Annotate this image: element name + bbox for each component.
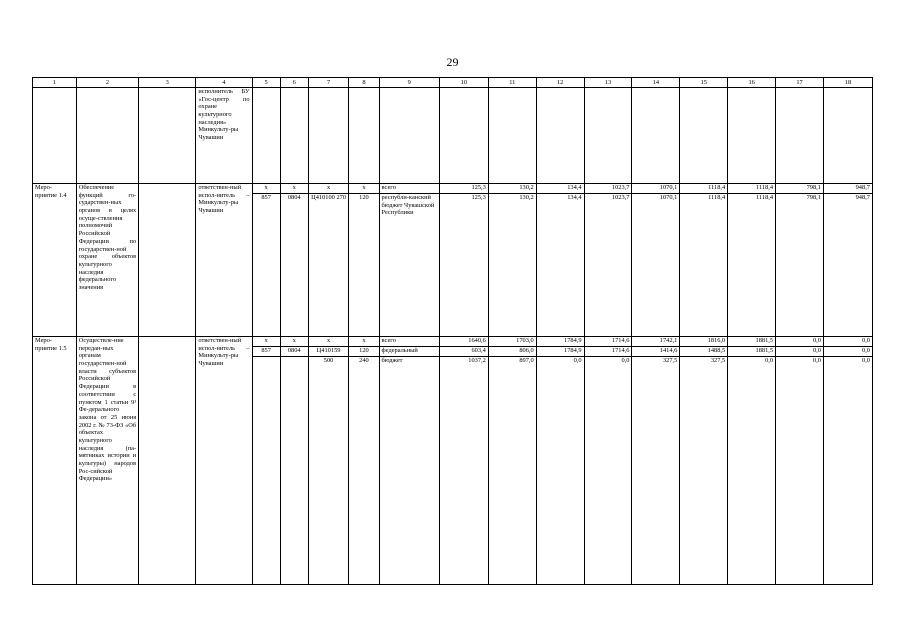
executor-cell: ответствен-ный испол-нитель – Минкульту-ры Чувашии	[196, 184, 252, 337]
value-cell: 798,1	[806, 194, 821, 201]
value-cell: 1118,4	[728, 184, 775, 194]
column-number: 2	[76, 78, 138, 88]
value-cell: 1881,5	[728, 347, 775, 357]
value-cell: 0,0	[765, 357, 774, 364]
value-cell: 1784,9	[537, 337, 584, 347]
value-cell: 0,0	[776, 337, 823, 347]
event-name-cell: Обеспечение функций го-сударствен-ных органов в целях осуще-ствления полномочий Российской Федерации по государствен-ной охране объектов культурного наследия федерального значения	[76, 184, 138, 337]
value-cell: 1070,1	[659, 194, 678, 201]
value-cell: 0,0	[812, 357, 821, 364]
column-number: 3	[139, 78, 196, 88]
value-cell: 0,0	[862, 357, 870, 364]
executor-cell: ответствен-ный испол-нитель – Минкульту-ры Чувашии	[196, 337, 252, 585]
grbs-code: 857	[253, 347, 280, 357]
value-cell: 806,0	[489, 347, 536, 357]
value-cell: 1714,6	[585, 337, 632, 347]
value-cell: 0,0	[573, 357, 582, 364]
value-cell: 1703,0	[489, 337, 536, 347]
value-cell: 1714,6	[585, 347, 632, 357]
value-cell: 134,4	[567, 194, 582, 201]
value-cell: 1816,0	[680, 337, 727, 347]
grbs-code: х	[253, 184, 280, 194]
value-cell: 948,7	[824, 184, 872, 194]
value-cell: 1784,9	[537, 347, 584, 357]
column-number: 6	[280, 78, 308, 88]
value-cell: 125,3	[471, 194, 486, 201]
event-name-cell: Осуществле-ние передан-ных органам государствен-ной власти субъектов Российской Федерации в соответствии с пунктом 1 статьи 9¹ Фе-дерального закона от 25 июня 2002 г. № 73-ФЗ «Об объектах культурного наследия (па-мятниках истории и культуры) народов Рос-сийской Федерации»	[76, 337, 138, 585]
value-cell: 1023,7	[585, 184, 632, 194]
rzpr-code: 0804	[281, 347, 308, 357]
column-number: 13	[584, 78, 632, 88]
column-number: 1	[33, 78, 77, 88]
event-type-cell: Меро-приятие 1.5	[33, 337, 77, 585]
funding-source: бюджет	[381, 357, 403, 364]
value-cell: 0,0	[621, 357, 630, 364]
csr-code: Ц410159	[309, 347, 349, 357]
value-cell: 1742,1	[632, 337, 679, 347]
event-type-cell: Меро-приятие 1.4	[33, 184, 77, 337]
csr-code: Ц410100 270	[311, 194, 347, 201]
value-cell: 1037,2	[468, 357, 486, 364]
table-row	[33, 337, 873, 585]
vr-code: х	[349, 337, 378, 347]
column-number: 5	[252, 78, 280, 88]
executor-cell: исполнитель БУ «Гос-центр по охране культурного наследия» Минкульту-ры Чувашии	[196, 88, 252, 184]
column-number: 8	[349, 78, 379, 88]
table-row	[33, 184, 873, 337]
value-cell: 1881,5	[728, 337, 775, 347]
value-cell: 130,2	[519, 194, 534, 201]
rzpr-code: 0804	[287, 194, 301, 201]
value-cell: 0,0	[776, 347, 823, 357]
column-number: 10	[439, 78, 488, 88]
column-number: 15	[680, 78, 728, 88]
column-numbers-row	[33, 78, 873, 88]
vr-code: х	[349, 184, 378, 194]
column-number: 4	[196, 78, 252, 88]
value-cell: 1118,4	[708, 194, 726, 201]
column-number: 18	[823, 78, 872, 88]
csr-code: 500	[323, 357, 334, 364]
grbs-code: х	[253, 337, 280, 347]
grbs-code: 857	[261, 194, 271, 201]
value-cell: 327,5	[710, 357, 726, 364]
rzpr-code: х	[281, 184, 308, 194]
value-cell: 1414,6	[632, 347, 679, 357]
grbs-code	[253, 357, 280, 366]
value-cell: 0,0	[824, 347, 872, 357]
vr-code: 240	[359, 357, 369, 364]
value-cell: 130,2	[489, 184, 536, 194]
column-number: 14	[632, 78, 680, 88]
vr-code: 120	[349, 347, 378, 357]
funding-source: всего	[380, 184, 439, 194]
csr-code: х	[309, 337, 349, 347]
column-number: 7	[308, 78, 349, 88]
rzpr-code	[281, 357, 308, 366]
funding-source: всего	[380, 337, 439, 347]
value-cell: 1118,4	[680, 184, 727, 194]
column-number: 9	[379, 78, 439, 88]
value-cell: 1118,4	[755, 194, 774, 201]
continuation-row	[33, 88, 873, 184]
page-number: 29	[446, 55, 459, 69]
csr-code: х	[309, 184, 349, 194]
value-cell: 603,4	[440, 347, 488, 357]
value-cell: 948,7	[855, 194, 870, 201]
rzpr-code: х	[281, 337, 308, 347]
vr-code: 120	[359, 194, 369, 201]
column-number: 17	[776, 78, 824, 88]
value-cell: 1070,1	[632, 184, 679, 194]
value-cell: 1023,7	[611, 194, 630, 201]
value-cell: 125,3	[440, 184, 488, 194]
value-cell: 1488,5	[680, 347, 727, 357]
funding-source: республи-канский бюджет Чувашской Республики	[381, 194, 435, 217]
value-cell: 0,0	[824, 337, 872, 347]
value-cell: 1640,6	[440, 337, 488, 347]
column-number: 11	[488, 78, 536, 88]
column-number: 12	[536, 78, 584, 88]
column-number: 16	[728, 78, 776, 88]
value-cell: 134,4	[537, 184, 584, 194]
funding-source: федеральный	[380, 347, 439, 357]
budget-table	[32, 77, 873, 585]
value-cell: 897,0	[519, 357, 534, 364]
value-cell: 798,1	[776, 184, 823, 194]
value-cell: 327,5	[662, 357, 678, 364]
